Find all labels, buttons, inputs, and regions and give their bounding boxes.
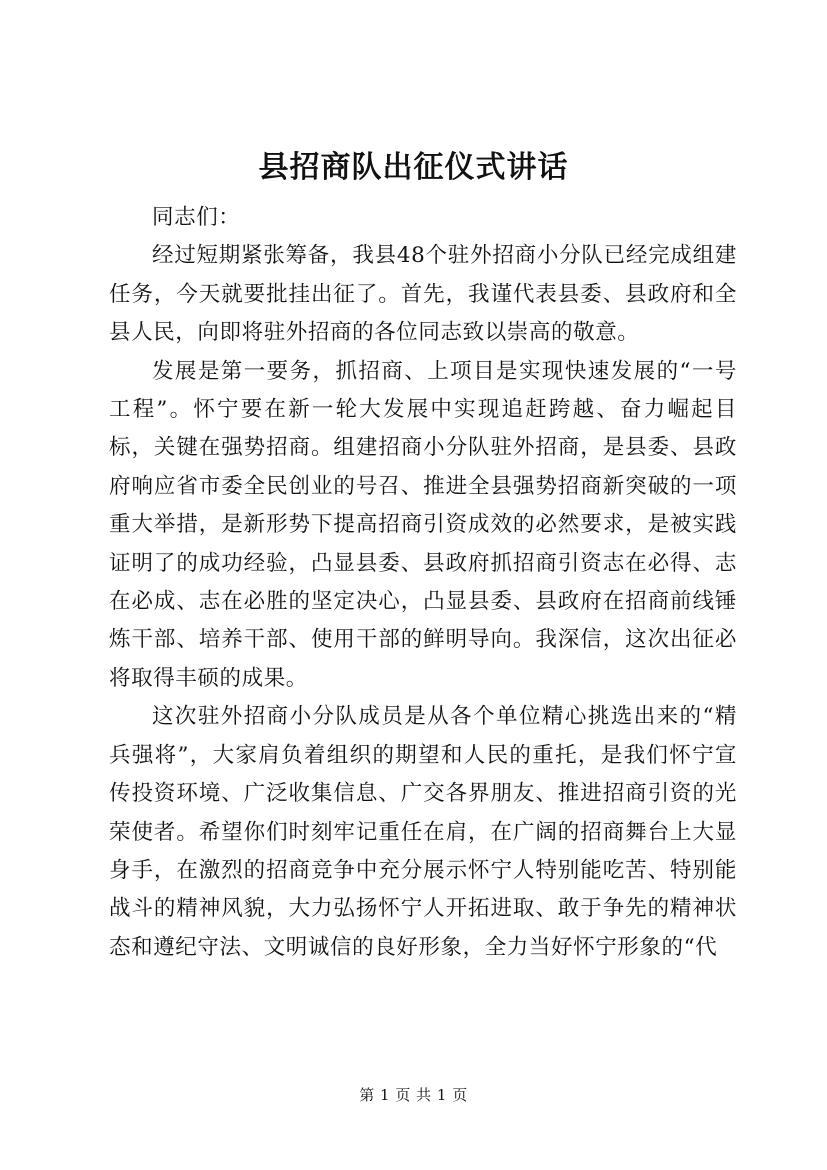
paragraph-2: 发展是第一要务，抓招商、上项目是实现快速发展的“一号工程”。怀宁要在新一轮大发展中实现追赶跨越、奋力崛起目标，关键在强势招商。组建招商小分队驻外招商，是县委、县政府响应省市委全民创业的号召、推进全县强势招商新突破的一项重大举措，是新形势下提高招商引资成效的必然要求，是被实践证明了的成功经验，凸显县委、县政府抓招商引资志在必得、志在必成、志在必胜的坚定决心，凸显县委、县政府在招商前线锤炼干部、培养干部、使用干部的鲜明导向。我深信，这次出征必将取得丰硕的成果。 xyxy=(109,358,737,691)
paragraph-salutation: 同志们： xyxy=(152,205,241,230)
page-number-footer: 第 1 页 共 1 页 xyxy=(359,1086,468,1104)
paragraph-3: 这次驻外招商小分队成员是从各个单位精心挑选出来的“精兵强将”，大家肩负着组织的期望和人民的重托，是我们怀宁宣传投资环境、广泛收集信息、广交各界朋友、推进招商引资的光荣使者。希望你们时刻牢记重任在肩，在广阔的招商舞台上大显身手，在激烈的招商竞争中充分展示怀宁人特别能吃苦、特别能战斗的精神风貌，大力弘扬怀宁人开拓进取、敢于争先的精神状态和遵纪守法、文明诚信的良好形象，全力当好怀宁形象的“代 xyxy=(109,704,737,960)
paragraph-1: 经过短期紧张筹备，我县48个驻外招商小分队已经完成组建任务，今天就要批挂出征了。首先，我谨代表县委、县政府和全县人民，向即将驻外招商的各位同志致以崇高的敬意。 xyxy=(109,243,737,346)
document-title: 县招商队出征仪式讲话 xyxy=(258,150,569,185)
document-body xyxy=(109,199,737,967)
